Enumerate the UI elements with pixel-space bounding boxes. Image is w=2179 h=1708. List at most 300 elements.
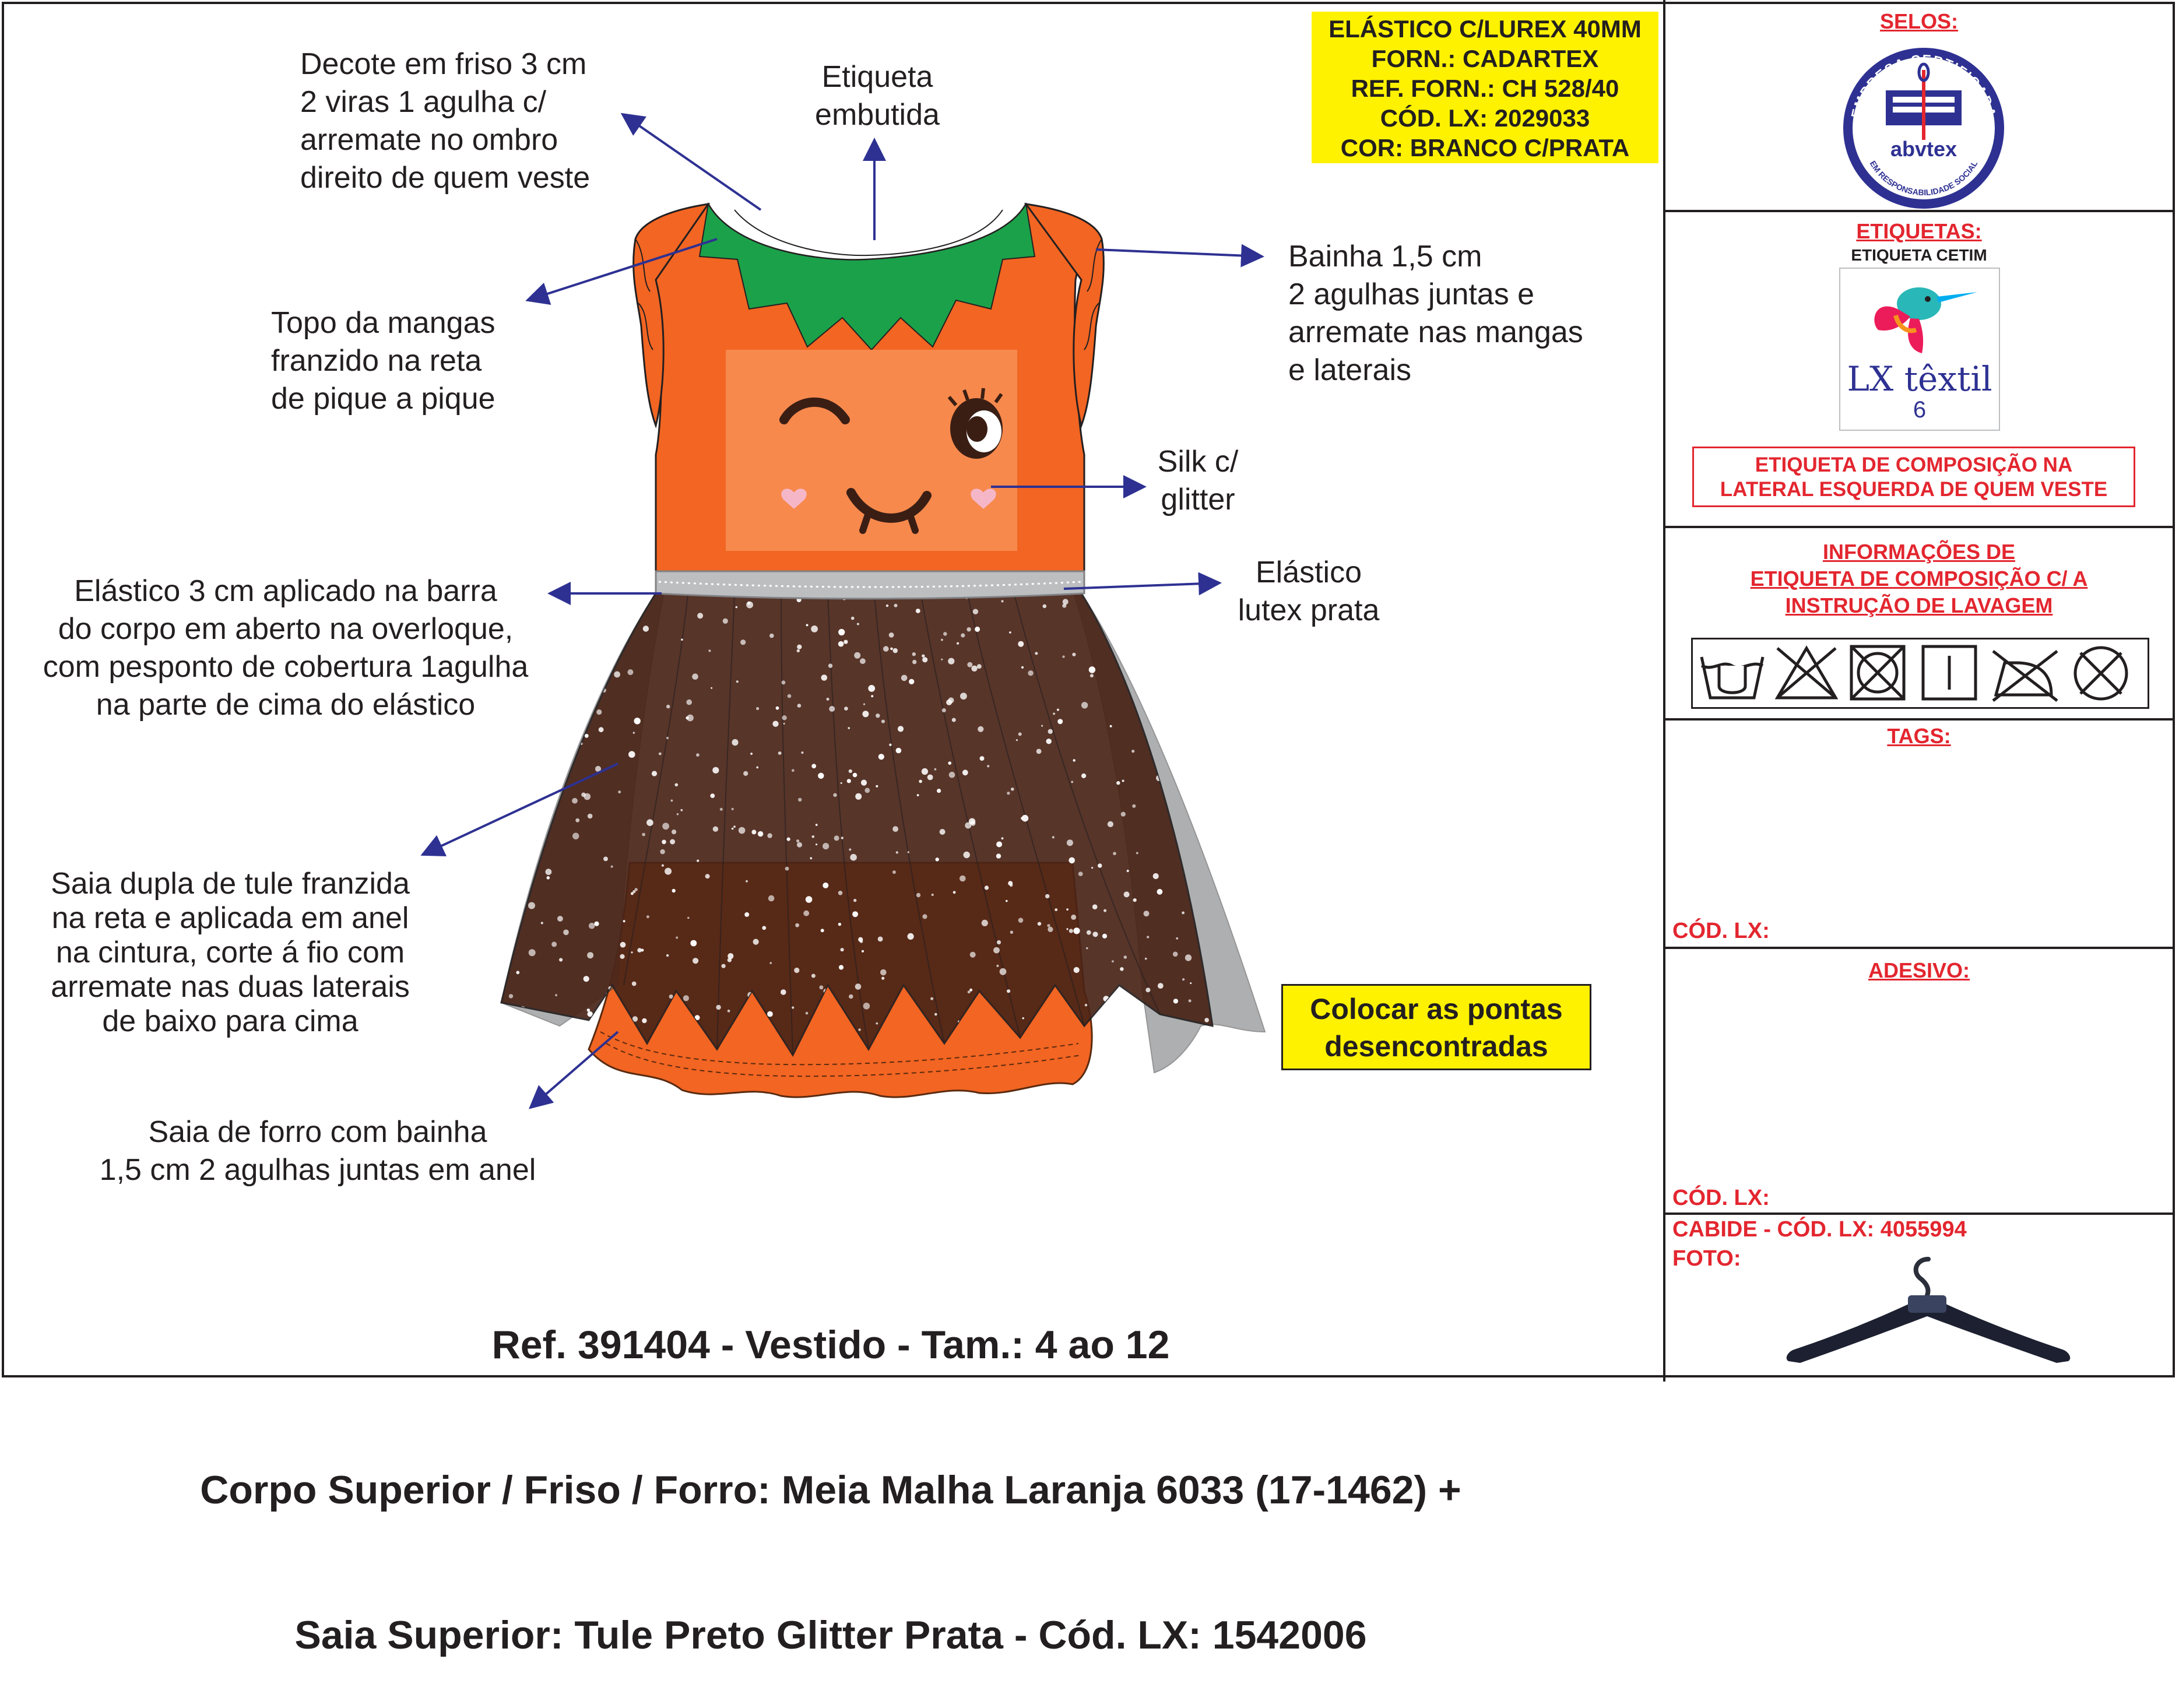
- glitter-dot: [732, 808, 734, 810]
- glitter-dot: [662, 840, 666, 845]
- glitter-dot: [948, 697, 954, 703]
- glitter-dot: [1185, 954, 1192, 961]
- glitter-dot: [611, 866, 613, 868]
- glitter-dot: [1043, 605, 1047, 609]
- glitter-dot: [1173, 729, 1180, 736]
- glitter-dot: [792, 1006, 794, 1008]
- tags-title: TAGS:: [1887, 724, 1951, 748]
- glitter-dot: [1007, 989, 1010, 993]
- glitter-dot: [572, 798, 578, 804]
- glitter-dot: [838, 641, 844, 647]
- hanger-code: CABIDE - CÓD. LX: 4055994: [1672, 1217, 1967, 1242]
- glitter-dot: [996, 853, 1001, 858]
- hummingbird-logo-icon: [1864, 275, 1980, 356]
- glitter-dot: [501, 1037, 507, 1042]
- glitter-dot: [696, 753, 700, 757]
- glitter-dot: [803, 911, 809, 916]
- hanger-icon: [1777, 1247, 2080, 1376]
- brand-logo-size: 6: [1913, 397, 1927, 423]
- glitter-dot: [834, 835, 839, 841]
- glitter-dot: [1018, 918, 1024, 923]
- glitter-dot: [588, 814, 593, 819]
- glitter-dot: [508, 952, 511, 955]
- glitter-dot: [863, 1003, 870, 1010]
- glitter-dot: [1127, 652, 1129, 655]
- glitter-dot: [967, 662, 972, 667]
- glitter-dot: [1124, 955, 1127, 959]
- glitter-dot: [917, 794, 919, 796]
- glitter-dot: [821, 674, 828, 681]
- glitter-dot: [666, 737, 669, 739]
- glitter-dot: [1136, 852, 1138, 855]
- note-double-skirt: Saia dupla de tule franzida na reta e aplicada em anel na cintura, corte á fio com arremate nas duas laterais de baixo para cima: [51, 867, 410, 1038]
- glitter-dot: [572, 833, 579, 839]
- glitter-dot: [961, 633, 965, 637]
- glitter-dot: [555, 994, 557, 996]
- glitter-dot: [863, 703, 865, 705]
- glitter-dot: [844, 640, 848, 644]
- glitter-dot: [662, 823, 669, 830]
- glitter-dot: [948, 761, 951, 765]
- glitter-dot: [680, 809, 683, 811]
- glitter-dot: [889, 744, 891, 746]
- glitter-dot: [985, 885, 989, 890]
- glitter-dot: [1158, 615, 1164, 620]
- glitter-dot: [975, 627, 980, 632]
- glitter-dot: [1176, 937, 1178, 940]
- glitter-dot: [1147, 936, 1149, 938]
- glitter-dot: [816, 824, 818, 826]
- tags-code: CÓD. LX:: [1672, 919, 1770, 943]
- glitter-dot: [838, 891, 843, 895]
- glitter-dot: [1018, 732, 1022, 736]
- glitter-dot: [839, 965, 844, 969]
- glitter-dot: [896, 851, 898, 853]
- glitter-dot: [1069, 929, 1073, 933]
- glitter-dot: [1055, 908, 1057, 911]
- glitter-dot: [880, 969, 887, 976]
- glitter-dot: [1163, 737, 1167, 741]
- glitter-dot: [1078, 871, 1083, 876]
- glitter-dot: [1081, 702, 1088, 708]
- glitter-dot: [1085, 1004, 1087, 1006]
- sticker-section: [1663, 949, 2175, 1215]
- glitter-dot: [898, 726, 904, 732]
- glitter-dot: [767, 1011, 773, 1017]
- glitter-dot: [672, 830, 676, 834]
- glitter-dot: [883, 646, 889, 652]
- glitter-dot: [810, 857, 812, 859]
- glitter-dot: [1073, 927, 1080, 934]
- glitter-dot: [1203, 785, 1210, 792]
- glitter-dot: [806, 896, 813, 903]
- glitter-dot: [1069, 857, 1075, 864]
- glitter-dot: [1157, 889, 1163, 895]
- glitter-dot: [797, 842, 802, 848]
- glitter-dot: [912, 652, 916, 656]
- glitter-dot: [756, 767, 758, 769]
- glitter-dot: [819, 985, 823, 989]
- glitter-dot: [620, 942, 626, 948]
- glitter-dot: [584, 976, 589, 982]
- glitter-dot: [1008, 881, 1013, 885]
- arrow-elastic-lurex: [1064, 583, 1219, 589]
- glitter-dot: [1199, 743, 1206, 749]
- glitter-dot: [736, 606, 738, 609]
- glitter-dot: [886, 605, 888, 607]
- glitter-dot: [861, 780, 867, 786]
- glitter-dot: [782, 715, 786, 720]
- glitter-dot: [968, 990, 971, 993]
- glitter-dot: [736, 680, 739, 683]
- glitter-dot: [1048, 927, 1053, 932]
- glitter-dot: [502, 855, 508, 860]
- glitter-dot: [823, 843, 829, 849]
- glitter-dot: [1152, 606, 1155, 610]
- glitter-dot: [697, 613, 703, 618]
- glitter-dot: [1110, 725, 1112, 728]
- glitter-dot: [516, 748, 521, 753]
- note-silk: Silk c/ glitter: [1157, 445, 1239, 516]
- glitter-dot: [1086, 947, 1088, 949]
- labels-section: [1663, 212, 2175, 528]
- fabric-line-1: ELÁSTICO C/LUREX 40MM: [1329, 15, 1642, 43]
- glitter-dot: [806, 624, 809, 626]
- glitter-dot: [957, 642, 959, 645]
- note-sleeve-top: Topo da mangas franzido na reta de pique a pique: [271, 306, 495, 416]
- glitter-dot: [634, 718, 641, 724]
- glitter-dot: [941, 639, 943, 641]
- glitter-dot: [1007, 792, 1010, 795]
- glitter-dot: [767, 833, 772, 838]
- glitter-dot: [528, 902, 535, 909]
- glitter-dot: [1130, 1024, 1134, 1027]
- glitter-dot: [746, 602, 753, 609]
- note-elastic-lurex: Elástico lutex prata: [1238, 556, 1380, 627]
- title-line-3: Saia Superior: Tule Preto Glitter Prata - Cód. LX: 1542006: [294, 1613, 1367, 1657]
- glitter-dot: [705, 874, 710, 878]
- glitter-dot: [523, 837, 529, 842]
- glitter-dot: [892, 870, 896, 874]
- glitter-dot: [1091, 867, 1093, 869]
- glitter-dot: [1071, 915, 1076, 920]
- glitter-dot: [1182, 912, 1185, 915]
- product-title-block: [0, 1224, 1661, 1708]
- glitter-dot: [720, 808, 723, 811]
- seals-section: [1663, 0, 2175, 212]
- glitter-dot: [1144, 681, 1150, 687]
- glitter-dot: [1132, 607, 1135, 610]
- glitter-dot: [1113, 852, 1116, 855]
- glitter-dot: [507, 747, 512, 752]
- glitter-dot: [585, 734, 589, 738]
- glitter-dot: [1001, 600, 1003, 602]
- glitter-dot: [1164, 594, 1168, 598]
- glitter-dot: [1145, 987, 1150, 992]
- glitter-dot: [1009, 631, 1011, 634]
- glitter-dot: [1057, 719, 1063, 724]
- glitter-dot: [672, 889, 676, 892]
- sticker-title: ADESIVO:: [1868, 958, 1970, 982]
- glitter-dot: [1047, 924, 1050, 927]
- glitter-dot: [823, 883, 828, 888]
- title-line-1: Ref. 391404 - Vestido - Tam.: 4 ao 12: [491, 1323, 1170, 1367]
- glitter-dot: [750, 753, 753, 755]
- glitter-dot: [1098, 863, 1102, 867]
- glitter-dot: [533, 779, 538, 785]
- glitter-dot: [1188, 663, 1193, 668]
- glitter-dot: [811, 764, 816, 768]
- glitter-dot: [670, 839, 675, 845]
- glitter-dot: [574, 1033, 580, 1039]
- glitter-dot: [633, 732, 635, 734]
- glitter-dot: [876, 785, 878, 788]
- glitter-dot: [878, 937, 883, 942]
- glitter-dot: [681, 639, 683, 641]
- line-dry-icon: [1923, 646, 1976, 699]
- care-title: INFORMAÇÕES DE ETIQUETA DE COMPOSIÇÃO C/ A INSTRUÇÃO DE LAVAGEM: [1750, 540, 2088, 617]
- glitter-dot: [852, 911, 858, 917]
- glitter-dot: [936, 857, 939, 861]
- glitter-dot: [788, 694, 792, 698]
- glitter-dot: [732, 828, 734, 830]
- glitter-dot: [1066, 908, 1069, 911]
- glitter-dot: [996, 965, 999, 967]
- glitter-dot: [631, 951, 632, 953]
- glitter-dot: [849, 769, 852, 773]
- glitter-dot: [862, 950, 864, 953]
- glitter-dot: [652, 771, 657, 776]
- tips-note: Colocar as pontas desencontradas: [1281, 984, 1591, 1070]
- glitter-dot: [512, 733, 518, 738]
- fabric-line-4: CÓD. LX: 2029033: [1380, 104, 1590, 132]
- glitter-dot: [519, 848, 525, 853]
- glitter-dot: [858, 1028, 860, 1031]
- glitter-dot: [940, 829, 946, 835]
- fabric-line-5: COR: BRANCO C/PRATA: [1340, 134, 1630, 161]
- glitter-dot: [683, 995, 689, 1001]
- glitter-dot: [646, 819, 653, 826]
- glitter-dot: [1192, 723, 1194, 726]
- glitter-dot: [811, 625, 818, 632]
- glitter-dot: [620, 954, 624, 959]
- glitter-dot: [838, 923, 841, 926]
- seals-title: SELOS:: [1879, 9, 1958, 33]
- glitter-dot: [1132, 804, 1136, 808]
- glitter-dot: [794, 968, 799, 973]
- glitter-dot: [1066, 928, 1068, 930]
- glitter-dot: [603, 857, 608, 862]
- glitter-dot: [1121, 812, 1126, 817]
- glitter-dot: [1006, 900, 1008, 902]
- glitter-dot: [785, 867, 789, 871]
- glitter-dot: [1199, 782, 1205, 788]
- glitter-dot: [518, 811, 523, 817]
- glitter-dot: [596, 709, 602, 715]
- glitter-dot: [1092, 904, 1098, 909]
- glitter-dot: [871, 695, 873, 697]
- no-iron-icon: [1993, 651, 2057, 701]
- glitter-dot: [811, 974, 816, 978]
- glitter-dot: [987, 765, 989, 767]
- glitter-dot: [677, 813, 679, 816]
- glitter-dot: [997, 940, 1001, 944]
- glitter-dot: [768, 895, 775, 902]
- glitter-dot: [1172, 739, 1176, 743]
- fabric-info-box: [1312, 12, 1658, 163]
- glitter-dot: [853, 899, 856, 902]
- glitter-dot: [797, 649, 800, 652]
- glitter-dot: [567, 688, 573, 694]
- glitter-dot: [862, 711, 869, 717]
- glitter-dot: [675, 783, 679, 787]
- glitter-dot: [662, 864, 664, 867]
- glitter-dot: [589, 923, 595, 929]
- glitter-dot: [890, 648, 893, 651]
- glitter-dot: [687, 715, 694, 722]
- glitter-dot: [692, 673, 698, 680]
- glitter-dot: [776, 707, 779, 710]
- glitter-dot: [864, 788, 870, 793]
- glitter-dot: [1087, 930, 1091, 935]
- glitter-dot: [536, 753, 539, 756]
- glitter-dot: [792, 769, 795, 772]
- glitter-dot: [1190, 630, 1196, 635]
- glitter-dot: [782, 680, 786, 684]
- fabric-line-3: REF. FORN.: CH 528/40: [1351, 75, 1619, 102]
- glitter-dot: [1173, 999, 1178, 1003]
- glitter-dot: [942, 708, 946, 712]
- glitter-dot: [561, 751, 563, 753]
- glitter-dot: [922, 657, 927, 662]
- care-icons-box: [1691, 638, 2149, 709]
- glitter-dot: [732, 739, 738, 746]
- glitter-dot: [1102, 934, 1107, 939]
- note-embedded-label: Etiqueta embutida: [815, 60, 940, 132]
- glitter-dot: [1052, 836, 1055, 838]
- glitter-dot: [753, 939, 759, 945]
- glitter-dot: [1063, 599, 1069, 605]
- glitter-dot: [781, 989, 786, 995]
- glitter-dot: [740, 639, 746, 645]
- glitter-dot: [996, 841, 1002, 847]
- lx-textil-label: [1839, 268, 2000, 431]
- glitter-dot: [1045, 894, 1049, 898]
- glitter-dot: [953, 891, 956, 894]
- seal-bottom-text: EM RESPONSABILIDADE SOCIAL: [1868, 159, 1980, 198]
- glitter-dot: [868, 685, 875, 692]
- glitter-dot: [665, 868, 672, 875]
- glitter-dot: [687, 917, 690, 919]
- glitter-dot: [1018, 641, 1024, 647]
- glitter-dot: [919, 780, 922, 783]
- glitter-dot: [982, 920, 988, 926]
- note-elastic-waist: Elástico 3 cm aplicado na barra do corpo em aberto na overloque, com pesponto de cobertura 1agulha na parte de cima do elástico: [43, 574, 529, 722]
- glitter-dot: [962, 769, 968, 775]
- glitter-dot: [1103, 909, 1106, 912]
- glitter-dot: [943, 632, 947, 636]
- glitter-dot: [838, 629, 845, 635]
- glitter-dot: [611, 599, 617, 605]
- seal-brand: abvtex: [1890, 137, 1957, 161]
- glitter-dot: [642, 1018, 646, 1023]
- glitter-dot: [930, 997, 933, 1000]
- glitter-dot: [627, 669, 633, 675]
- glitter-dot: [1022, 815, 1029, 822]
- glitter-dot: [993, 947, 1000, 954]
- glitter-dot: [723, 618, 728, 624]
- glitter-dot: [965, 823, 971, 829]
- title-line-2: Corpo Superior / Friso / Forro: Meia Malha Laranja 6033 (17-1462) +: [200, 1468, 1461, 1512]
- glitter-dot: [922, 914, 927, 919]
- glitter-dot: [893, 648, 898, 653]
- glitter-dot: [1206, 606, 1211, 611]
- glitter-dot: [1144, 911, 1150, 916]
- glitter-dot: [1153, 873, 1159, 879]
- glitter-dot: [1131, 750, 1134, 753]
- glitter-dot: [881, 977, 884, 980]
- glitter-dot: [1089, 666, 1095, 673]
- glitter-dot: [841, 948, 844, 951]
- glitter-dot: [949, 772, 955, 778]
- glitter-dot: [1028, 670, 1033, 676]
- glitter-dot: [1190, 982, 1192, 984]
- glitter-dot: [1182, 978, 1185, 980]
- glitter-dot: [646, 915, 649, 918]
- glitter-dot: [821, 929, 824, 932]
- glitter-dot: [628, 595, 630, 596]
- glitter-dot: [1074, 967, 1080, 973]
- glitter-dot: [671, 800, 673, 802]
- glitter-dot: [889, 632, 894, 638]
- glitter-dot: [594, 922, 599, 926]
- glitter-dot: [876, 714, 880, 718]
- glitter-dot: [1081, 774, 1086, 778]
- no-bleach-icon: [1777, 648, 1836, 698]
- glitter-dot: [697, 860, 699, 862]
- glitter-dot: [948, 658, 954, 665]
- glitter-dot: [922, 768, 928, 775]
- glitter-dot: [833, 793, 837, 797]
- glitter-dot: [1046, 739, 1052, 744]
- glitter-dot: [504, 864, 508, 869]
- glitter-dot: [932, 894, 934, 896]
- glitter-dot: [909, 679, 914, 684]
- glitter-dot: [529, 949, 536, 956]
- glitter-dot: [711, 687, 712, 689]
- glitter-dot: [716, 1005, 721, 1010]
- glitter-dot: [1175, 594, 1179, 598]
- glitter-dot: [1203, 598, 1206, 600]
- glitter-dot: [628, 751, 635, 758]
- glitter-dot: [970, 952, 976, 958]
- glitter-dot: [541, 922, 543, 924]
- glitter-dot: [1197, 828, 1200, 832]
- sticker-code: CÓD. LX:: [1672, 1186, 1770, 1210]
- glitter-dot: [916, 609, 920, 613]
- glitter-dot: [581, 793, 586, 797]
- glitter-dot: [827, 698, 830, 701]
- glitter-dot: [605, 669, 608, 672]
- glitter-dot: [727, 953, 733, 959]
- glitter-dot: [973, 609, 978, 614]
- composition-note: ETIQUETA DE COMPOSIÇÃO NA LATERAL ESQUERDA DE QUEM VESTE: [1692, 447, 2135, 507]
- glitter-dot: [778, 751, 782, 755]
- glitter-dot: [901, 675, 908, 681]
- glitter-dot: [1159, 623, 1161, 624]
- glitter-dot: [536, 760, 540, 764]
- glitter-dot: [1210, 693, 1214, 697]
